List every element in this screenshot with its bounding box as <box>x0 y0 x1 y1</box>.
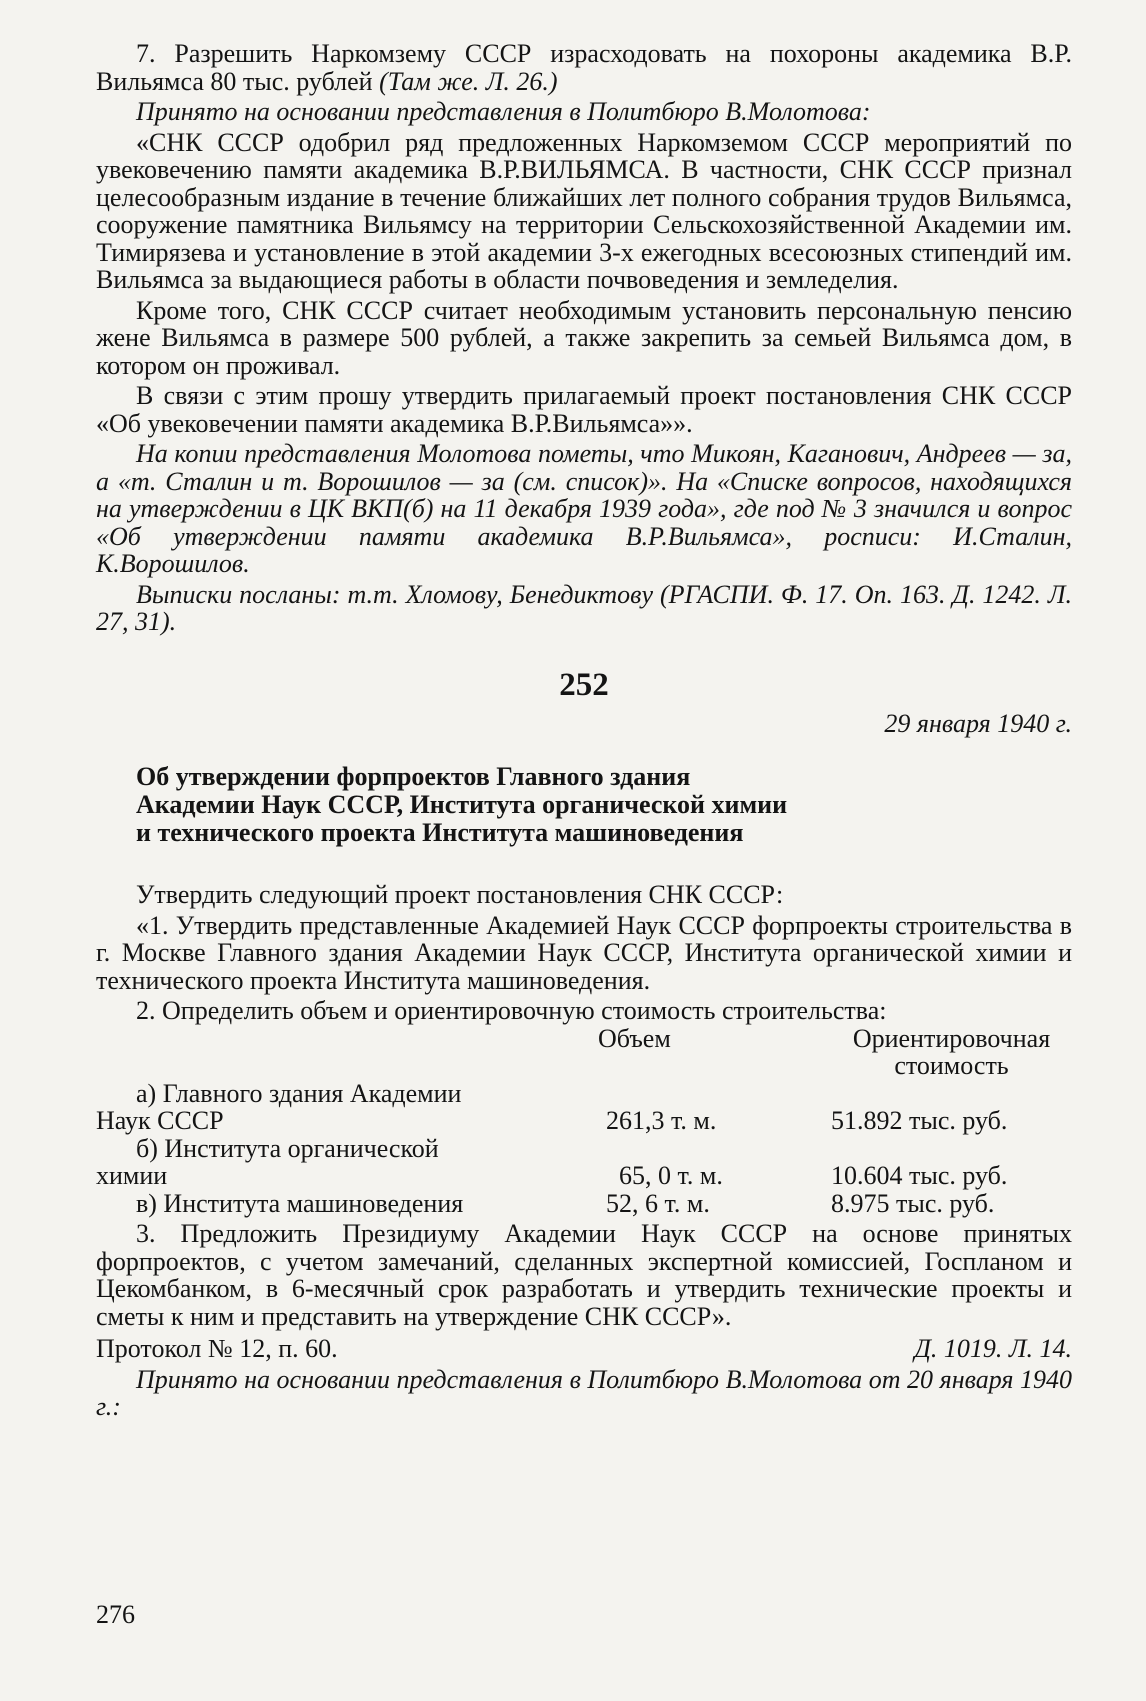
title-line: Академии Наук СССР, Института органической химии <box>136 790 788 819</box>
row-label-line: в) Института машиноведения <box>136 1188 464 1218</box>
excerpts-note: Выписки посланы: т.т. Хломову, Бенедиктову (РГАСПИ. Ф. 17. Оп. 163. Д. 1242. Л. 27, 31). <box>96 579 1072 636</box>
adopted-note-2: Принято на основании представления в Политбюро В.Молотова от 20 января 1940 г.: <box>96 1364 1072 1421</box>
volume-header: Объем <box>598 1023 671 1053</box>
document-date: 29 января 1940 г. <box>884 708 1072 738</box>
row-volume: 261,3 т. м. <box>606 1106 717 1135</box>
row-cost: 8.975 тыс. руб. <box>831 1188 995 1218</box>
adopted-note-1: Принято на основании представления в Политбюро В.Молотова: <box>136 97 871 126</box>
title-line: Об утверждении форпроектов Главного здания <box>136 762 691 791</box>
resolution-intro: Утвердить следующий проект постановления СНК СССР: <box>136 880 784 909</box>
item-7 <box>96 40 1072 95</box>
resolution-item-1: «1. Утвердить представленные Академией Наук СССР форпроекты строительства в г. Москве Главного здания Академии Наук СССР, Института органической химии и технического проекта Института машиноведения. <box>96 910 1072 995</box>
table-row <box>96 1135 1072 1163</box>
resolution-item-3: 3. Предложить Президиуму Академии Наук СССР на основе принятых форпроектов, с учетом замечаний, сделанных экспертной комиссией, Госпланом и Цекомбанком, в 6-месячный срок разработать и утвердить технические проекты и сметы к ним и представить на утверждение СНК СССР». <box>96 1219 1072 1331</box>
row-volume: 52, 6 т. м. <box>606 1188 710 1218</box>
row-cost: 51.892 тыс. руб. <box>831 1106 1008 1135</box>
cost-header-line: стоимость <box>894 1051 1009 1080</box>
document-title <box>136 763 1072 847</box>
item-7-reference: (Там же. Л. 26.) <box>379 66 558 96</box>
protocol-line <box>96 1335 1072 1363</box>
cost-table <box>96 1025 1072 1218</box>
table-row <box>96 1107 1072 1135</box>
cost-table-header <box>96 1025 1072 1080</box>
page-number: 276 <box>96 1600 135 1629</box>
resolution-item-2: 2. Определить объем и ориентировочную стоимость строительства: <box>136 996 887 1025</box>
row-label-line: б) Института органической <box>136 1133 439 1163</box>
table-row <box>96 1080 1072 1108</box>
table-row <box>96 1162 1072 1190</box>
copy-note: На копии представления Молотова пометы, что Микоян, Каганович, Андреев — за, а «т. Сталин и т. Ворошилов — за (см. список)». На «Списке вопросов, находящихся на утверждении в ЦК ВКП(б) на 11 декабря 1939 года», где под № 3 значился и вопрос «Об утверждении памяти академика В.Р.Вильямса», росписи: И.Сталин, К.Ворошилов. <box>96 439 1072 578</box>
quote-paragraph-3: В связи с этим прошу утвердить прилагаемый проект постановления СНК СССР «Об увековечении памяти академика В.Р.Вильямса»». <box>96 381 1072 438</box>
archive-reference: Д. 1019. Л. 14. <box>914 1334 1072 1363</box>
row-label-line: а) Главного здания Академии <box>136 1078 462 1108</box>
quote-paragraph-1: «СНК СССР одобрил ряд предложенных Наркомземом СССР мероприятий по увековечению памяти академика В.Р.ВИЛЬЯМСА. В частности, СНК СССР признал целесообразным издание в течение ближайших лет полного собрания трудов Вильямса, сооружение памятника Вильямсу на территории Сельскохозяйственной Академии им. Тимирязева и установление в этой академии 3-х ежегодных всесоюзных стипендий им. Вильямса за выдающиеся работы в области почвоведения и земледелия. <box>96 127 1072 294</box>
cost-header <box>819 1025 1072 1080</box>
row-volume: 65, 0 т. м. <box>619 1161 723 1190</box>
row-cost: 10.604 тыс. руб. <box>831 1161 1008 1190</box>
document-page <box>96 40 1072 1421</box>
row-label-line: химии <box>96 1161 168 1190</box>
title-line: и технического проекта Института машиноведения <box>136 818 744 847</box>
protocol-number: Протокол № 12, п. 60. <box>96 1334 338 1363</box>
cost-header-line: Ориентировочная <box>852 1023 1051 1053</box>
row-label-line: Наук СССР <box>96 1106 224 1135</box>
quote-paragraph-2: Кроме того, СНК СССР считает необходимым установить персональную пенсию жене Вильямса в размере 500 рублей, а также закрепить за семьей Вильямса дом, в котором он проживал. <box>96 295 1072 380</box>
item-7-text: 7. Разрешить Наркомзему СССР израсходовать на похороны академика В.Р. Вильямса 80 тыс. рублей <box>96 39 1072 96</box>
table-row <box>96 1190 1072 1218</box>
document-number: 252 <box>559 666 609 703</box>
